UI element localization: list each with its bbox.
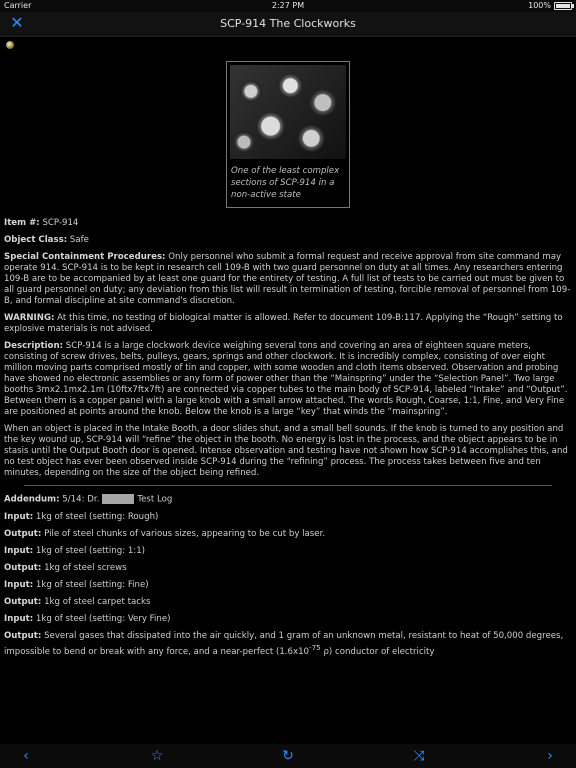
close-icon[interactable]: ✕ (10, 13, 24, 32)
containment-procedures: Special Containment Procedures: Only personnel who submit a formal request and receive approval from site command may operate 914. SCP-914 is to be kept in research cell 109-B with two guard personnel on duty at all times. Any researchers entering 109-B are to be accompanied by at least one guard for the entirety of testing. A full list of tests to be carried out must be given to all guard personnel on duty; any deviation from this list will result in termination of testing, forcible removal of personnel from 109-B, and formal discipline at site command's discretion. (4, 252, 571, 306)
log-entry: Input: 1kg of steel (setting: 1:1) (4, 545, 146, 556)
star-icon[interactable]: ☆ (150, 748, 164, 764)
article-figure (226, 61, 350, 208)
clock: 2:27 PM (271, 1, 305, 10)
shuffle-icon[interactable]: ⤨ (413, 748, 425, 764)
addendum-header: Addendum: 5/14: Dr. Test Log (4, 494, 173, 505)
description-paragraph: Description: SCP-914 is a large clockwork device weighing several tons and covering an area of eighteen square meters, consisting of screw drives, belts, pulleys, gears, springs and other clockwork. It is incredibly complex, consisting of over eight million moving parts comprised mostly of tin and copper, with some wooden and cloth items observed. Observation and probing have showed no electronic assemblies or any form of power other than the “Mainspring” under the “Selection Panel”. Two large booths 3mx2.1mx2.1m (10ftx7ftx7ft) are connected via copper tubes to the main body of SCP-914, labeled “Intake” and “Output”. Between them is a copper panel with a large knob with a small arrow attached. The words Rough, Coarse, 1:1, Fine, and Very Fine are positioned at points around the knob. Below the knob is a large “key” that winds the “mainspring”. (4, 341, 568, 417)
log-entry: Input: 1kg of steel (setting: Rough) (4, 511, 159, 522)
clockwork-photo[interactable] (230, 65, 346, 159)
battery-indicator (528, 0, 572, 12)
log-entry: Output: 1kg of steel screws (4, 562, 127, 573)
log-entry: Input: 1kg of steel (setting: Very Fine) (4, 613, 171, 624)
section-divider (24, 485, 552, 486)
item-number: Item #: SCP-914 (4, 218, 79, 228)
carrier-label: Carrier (4, 1, 32, 10)
log-entry: Output: 1kg of steel carpet tacks (4, 596, 151, 607)
bottom-toolbar (0, 744, 576, 768)
nav-bar (0, 12, 576, 37)
back-arrow-icon[interactable]: ‹ (23, 748, 29, 764)
status-bar (0, 0, 576, 12)
forward-arrow-icon[interactable]: › (547, 748, 553, 764)
log-entry: Input: 1kg of steel (setting: Fine) (4, 579, 149, 590)
warning-paragraph: WARNING: At this time, no testing of biological matter is allowed. Refer to document 109-B:117. Applying the “Rough” setting to explosive materials is not advised. (4, 313, 563, 334)
figure-caption: One of the least complex sections of SCP-914 in a non-active state (231, 166, 340, 200)
log-entry-final: Output: Several gases that dissipated into the air quickly, and 1 gram of an unknown metal, resistant to heat of 50,000 degrees, impossible to bend or break with any force, and a near-perfect ($1.6x10^{-75}$ ρ) conductor of electricity (4, 630, 564, 657)
battery-percent: 100% (528, 1, 551, 10)
page-title: SCP-914 The Clockworks (220, 17, 356, 30)
redacted-block (102, 494, 134, 504)
log-entry: Output: Pile of steel chunks of various sizes, appearing to be cut by laser. (4, 528, 326, 539)
status-orb-icon (6, 41, 14, 49)
refresh-icon[interactable]: ↻ (282, 748, 294, 764)
battery-icon (554, 2, 572, 10)
article-content[interactable] (0, 37, 576, 744)
object-class: Object Class: Safe (4, 235, 89, 245)
description-paragraph-2: When an object is placed in the Intake Booth, a door slides shut, and a small bell sounds. If the knob is turned to any position and the key wound up, SCP-914 will “refine” the object in the booth. No energy is lost in the process, and the object appears to be in stasis until the Output Booth door is opened. Intense observation and testing have not shown how SCP-914 accomplishes this, and no test object has ever been observed inside SCP-914 during the “refining” process. The process takes between five and ten minutes, depending on the size of the object being refined. (4, 424, 568, 478)
